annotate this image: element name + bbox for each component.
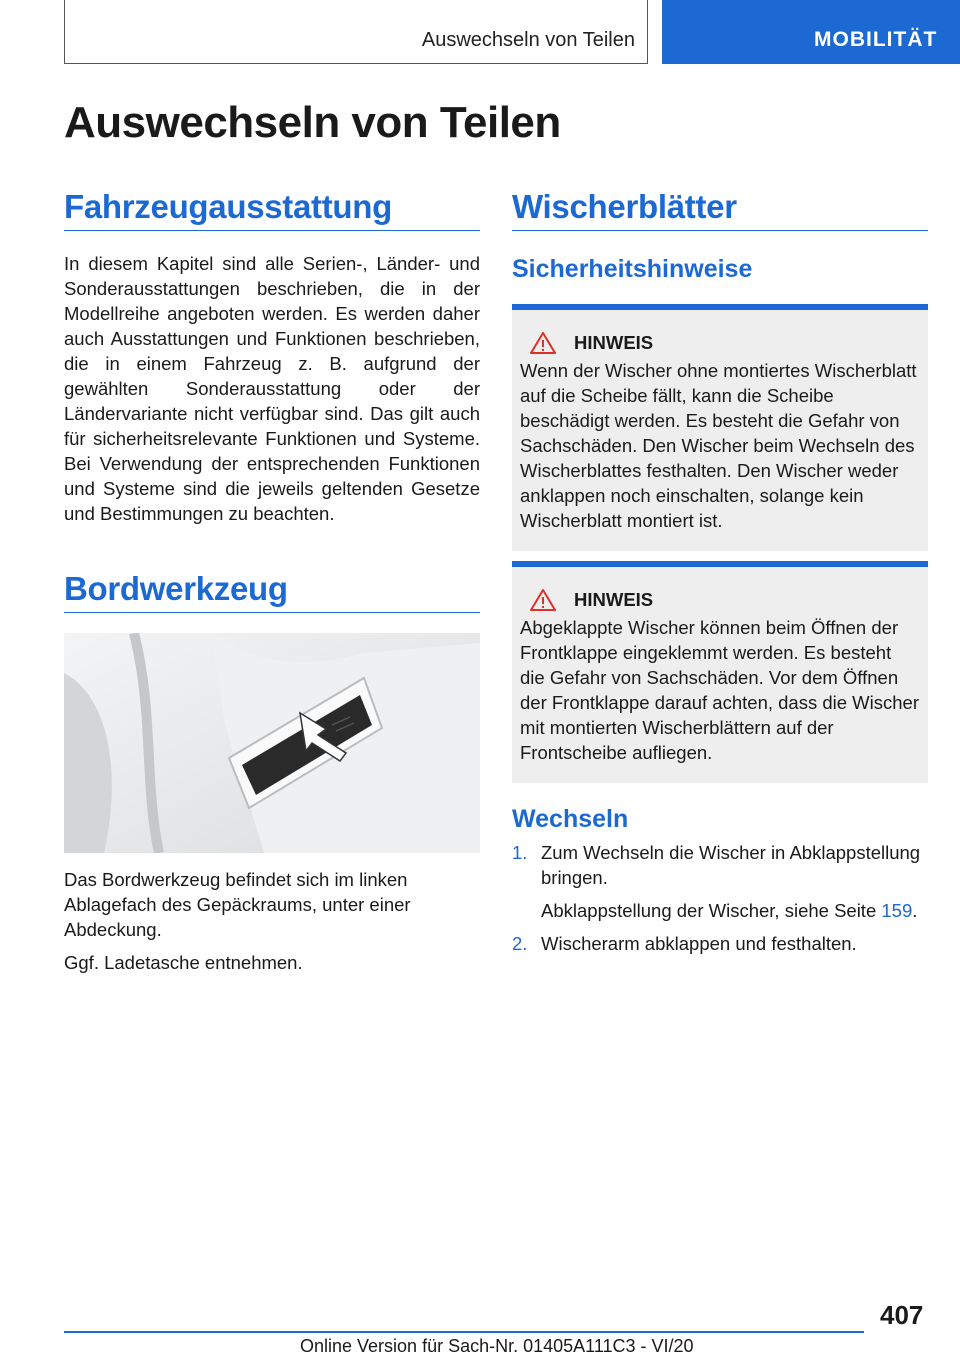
step-number: 1.	[512, 842, 528, 863]
page-title: Auswechseln von Teilen	[64, 98, 561, 147]
warning-triangle-icon	[530, 332, 556, 354]
heading-sicherheitshinweise: Sicherheitshinweise	[512, 255, 753, 283]
notice-box-2	[512, 561, 928, 783]
bordwerkzeug-photo	[64, 633, 480, 853]
header-section-box	[64, 0, 648, 64]
bordwerkzeug-text-2: Ggf. Ladetasche entnehmen.	[64, 952, 303, 973]
notice-text-2: Abgeklappte Wischer können beim Öffnen der Frontklappe eingeklemmt werden. Es besteht die Gefahr von Sachschäden. Vor dem Öffnen der Frontklappe darauf achten, dass die Wischer mit montierten Wischerblättern auf der Frontscheibe aufliegen.	[520, 617, 919, 763]
page-link[interactable]: 159	[881, 900, 913, 921]
left-column	[64, 188, 480, 975]
wechseln-steps	[512, 840, 928, 956]
footer-divider	[64, 1331, 864, 1333]
page-number: 407	[880, 1300, 924, 1330]
fahrzeugausstattung-text: In diesem Kapitel sind alle Serien-, Länder- und Sonderausstattungen beschrieben, die in der Modellreihe angeboten werden. Es werden daher auch Ausstattungen und Funktionen beschrieben, die in einem Fahrzeug z. B. aufgrund der gewählten Sonderausstattung oder der Ländervariante nicht verfügbar sind. Das gilt auch für sicherheitsrelevante Funktionen und Systeme. Bei Verwendung der entsprechenden Funktionen und Systeme sind die jeweils geltenden Gesetze und Bestimmungen zu beachten.	[64, 253, 480, 524]
bordwerkzeug-text-1: Das Bordwerkzeug befindet sich im linken Ablagefach des Gepäckraums, unter einer Abdeckung.	[64, 869, 411, 940]
step-text: Wischerarm abklappen und festhalten.	[541, 933, 857, 954]
notice-box-1	[512, 304, 928, 551]
header-chapter-tab[interactable]	[662, 0, 960, 64]
heading-wischerblaetter: Wischerblätter	[512, 188, 928, 231]
notice-text-1: Wenn der Wischer ohne montiertes Wischerblatt auf die Scheibe fällt, kann die Scheibe beschädigt werden. Es besteht die Gefahr von Sachschäden. Den Wischer beim Wechseln des Wischerblattes festhalten. Den Wischer weder anklappen noch einschalten, solange kein Wischerblatt montiert ist.	[520, 360, 917, 531]
list-item	[512, 931, 928, 956]
trunk-compartment-illustration	[64, 633, 480, 853]
notice-label: HINWEIS	[574, 589, 654, 610]
header-chapter-label: MOBILITÄT	[814, 28, 938, 51]
step-number: 2.	[512, 933, 528, 954]
footer-version-text: Online Version für Sach-Nr. 01405A111C3 - VI/20	[300, 1336, 694, 1356]
heading-bordwerkzeug: Bordwerkzeug	[64, 570, 480, 613]
list-item	[512, 840, 928, 923]
step-subtext: Abklappstellung der Wischer, siehe Seite 159.	[541, 900, 918, 921]
heading-wechseln: Wechseln	[512, 805, 629, 833]
right-column	[512, 188, 928, 956]
header-section-title: Auswechseln von Teilen	[421, 29, 635, 51]
heading-fahrzeugausstattung: Fahrzeugausstattung	[64, 188, 480, 231]
warning-triangle-icon	[530, 589, 556, 611]
notice-label: HINWEIS	[574, 332, 654, 353]
step-text: Zum Wechseln die Wischer in Abklappstellung bringen.	[541, 842, 921, 888]
